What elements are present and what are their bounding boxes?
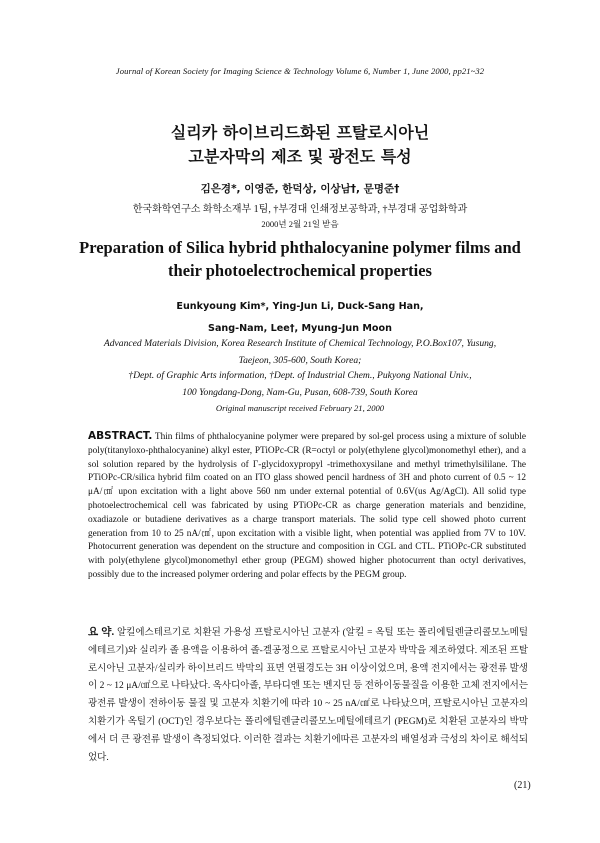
english-authors <box>0 296 600 340</box>
korean-abstract-text: 알킬에스테르기로 치환된 가용성 프탈로시아닌 고분자 (알킬 = 옥틸 또는 폴리에틸렌글리콜모노메틸에테르기)와 실리카 졸 용액을 이용하여 졸-겔공정으로 프탈로시아닌 고분자 박막을 제조하였다. 제조된 프탈로시아닌 고분자/실리카 하이브리드 박막의 표면 연필경도는 3H 이상이었으며, 용액 전지에서는 광전류 발생이 2 ~ 12 μA/㎠으로 나타났다. 옥사디아졸, 부타디엔 또는 벤지딘 등 전하이동물질을 이용한 고체 전지에서는 광전류 발생이 전하이동 물질 및 고분자 치환기에 따라 10 ~ 25 nA/㎠로 나타났으며, 프탈로시아닌 고분자의 치환기가 옥틸기 (OCT)인 경우보다는 폴리에틸렌글리콜모노메틸에테르기 (PEGM)로 치환된 고분자의 박막에서 더 큰 광전류 발생이 측정되었다. 이러한 결과는 치환기에따른 고분자의 배열성과 극성의 차이로 해석되었다. <box>88 628 528 763</box>
journal-header: Journal of Korean Society for Imaging Science & Technology Volume 6, Number 1, June 2000, pp21~32 <box>115 66 485 76</box>
english-authors-line2: Sang-Nam, Lee†, Myung-Jun Moon <box>208 323 392 334</box>
korean-title-line2: 고분자막의 제조 및 광전도 특성 <box>188 147 412 166</box>
english-abstract <box>88 430 526 583</box>
korean-authors: 김은경*, 이영준, 한덕상, 이상남†, 문명준† <box>200 183 400 195</box>
korean-abstract <box>88 624 528 767</box>
english-title-line1: Preparation of Silica hybrid phthalocyanine polymer films and <box>79 238 521 257</box>
english-affiliation2-line1: †Dept. of Graphic Arts information, †Dept. of Industrial Chem., Pukyong National Univ., <box>128 370 472 381</box>
english-affiliation2-line2: 100 Yongdang-Dong, Nam-Gu, Pusan, 608-739, South Korea <box>182 387 418 398</box>
korean-received-date: 2000년 2월 21일 받음 <box>261 219 339 229</box>
english-affiliation-line2: Taejeon, 305-600, South Korea; <box>238 355 362 366</box>
english-title <box>0 236 600 282</box>
korean-title-line1: 실리카 하이브리드화된 프탈로시아닌 <box>170 123 430 142</box>
manuscript-received: Original manuscript received February 21, 2000 <box>215 403 385 413</box>
english-affiliation-secondary <box>0 367 600 401</box>
abstract-label: ABSTRACT. <box>88 430 153 442</box>
korean-title <box>0 121 600 169</box>
korean-affiliation: 한국화학연구소 화학소재부 1팀, †부경대 인쇄정보공학과, †부경대 공업화학과 <box>132 204 468 215</box>
korean-abstract-label: 요 약. <box>88 627 115 638</box>
english-affiliation-line1: Advanced Materials Division, Korea Research Institute of Chemical Technology, P.O.Box107, Yusung, <box>103 338 497 349</box>
abstract-text: Thin films of phthalocyanine polymer were prepared by sol-gel process using a mixture of soluble poly(titanyloxo-phthalocyanine) alkyl ester, PTiOPc-CR (R=octyl or poly(ethylene glycol)monomethyl ether), and a sol solution repared by the hydrolysis of Γ-glycidoxypropyl -trimethoxysilane and methyl trimethylsililane. The PTiOPc-CR/silica hybrid film coated on an ITO glass showed pencil hardness of 3H and photo current of 0.5 ~ 12 μA/㎠ upon excitation with a light above 560 nm under external potential of 0.6V(us Ag/AgCl). All solid type photoelectrochemical cell was fabricated by using PTiOPc-CR as charge generation materials and benzidine, oxadiazole or butadiene derivatives as a charge transport materials. The solid type cell showed photo current generation from 10 to 25 nA/㎠, upon excitation with a visible light, when potential was applied from 7V to 10V. Photocurrent generation was dependent on the structure and composition in CGL and CTL. PTiOPc-CR substituted with poly(ethylene glycol)monomethyl ether group (PEGM) showed higher photocurrent than octyl derivatives, possibly due to the increased polymer ordering and polar effects by the PEGM group. <box>88 432 526 580</box>
page-number: (21) <box>514 780 531 791</box>
english-authors-line1: Eunkyoung Kim*, Ying-Jun Li, Duck-Sang Han, <box>176 301 424 312</box>
english-affiliation <box>0 335 600 369</box>
english-title-line2: their photoelectrochemical properties <box>168 261 432 280</box>
